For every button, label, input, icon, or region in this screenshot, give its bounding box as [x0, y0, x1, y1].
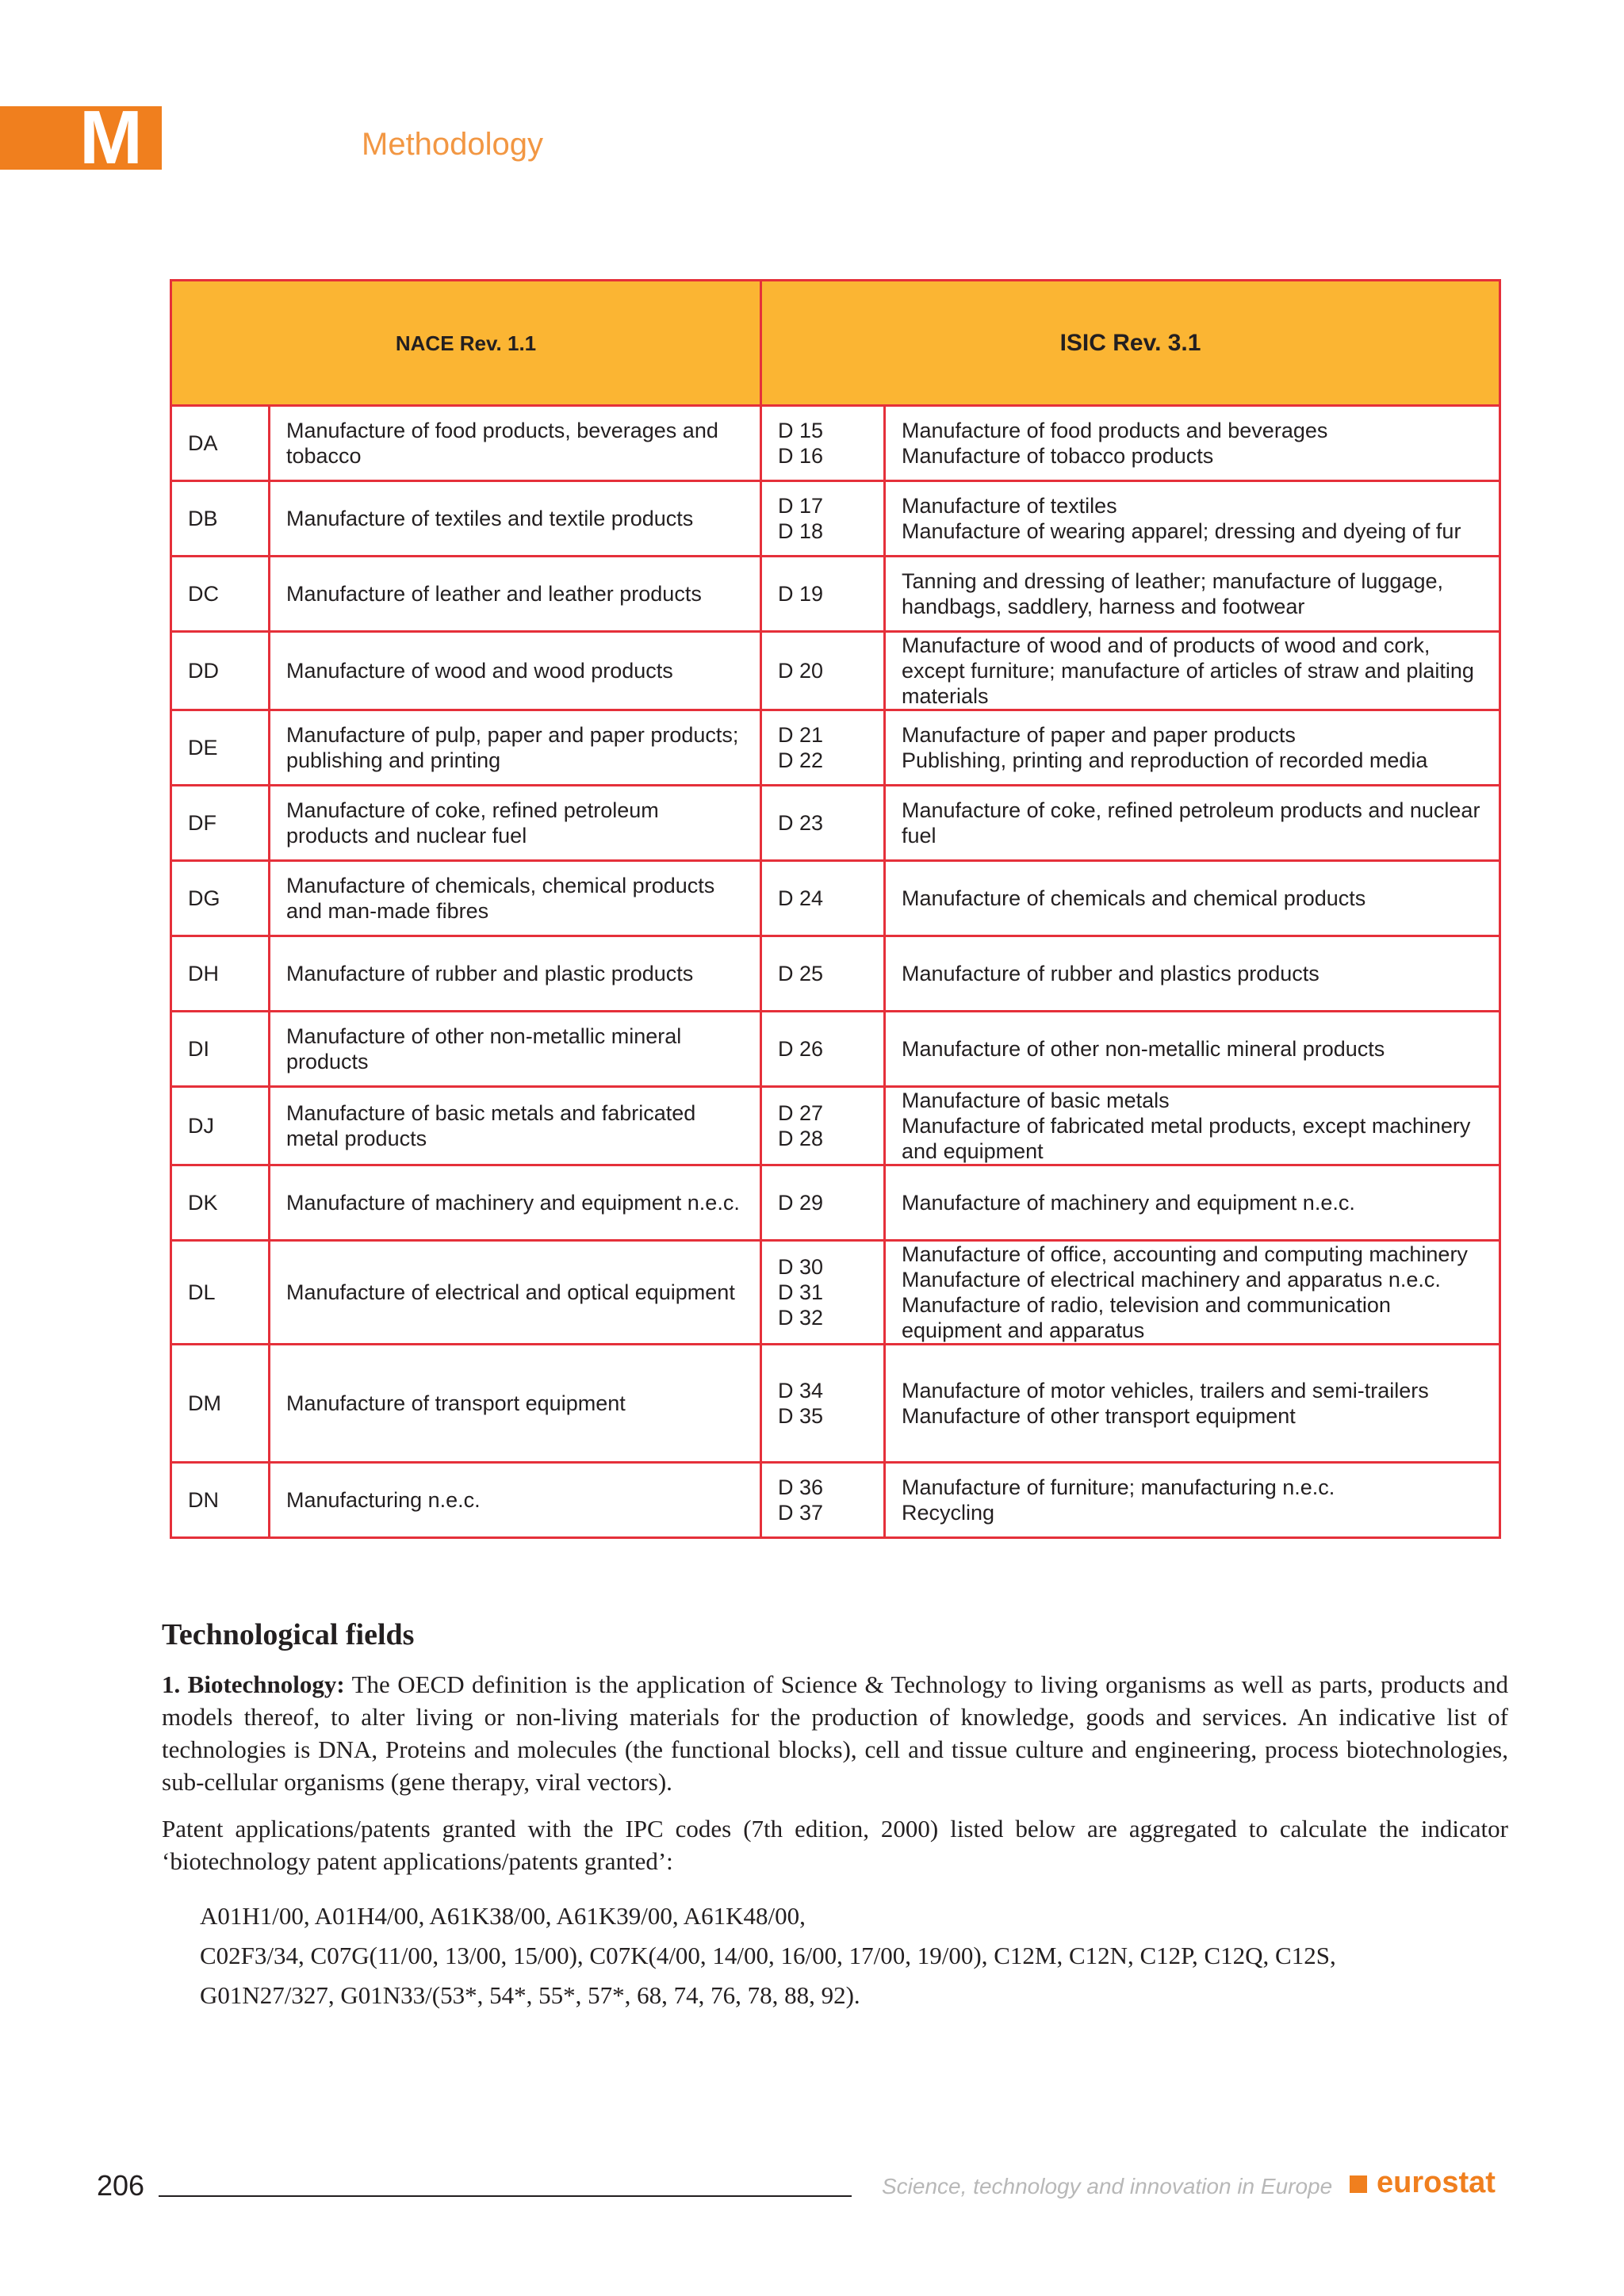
isic-description-cell: [885, 632, 1500, 710]
isic-code: D 28: [778, 1127, 824, 1150]
nace-code-cell: DF: [171, 786, 270, 861]
isic-description-cell: [885, 1463, 1500, 1538]
table-row: [171, 406, 1500, 481]
isic-description-cell: [885, 936, 1500, 1012]
isic-description-cell: [885, 557, 1500, 632]
nace-description-cell: Manufacturing n.e.c.: [270, 1463, 761, 1538]
nace-description-cell: Manufacture of electrical and optical equipment: [270, 1241, 761, 1345]
isic-description: Tanning and dressing of leather; manufacture of luggage, handbags, saddlery, harness and footwear: [902, 569, 1443, 618]
section-title: Methodology: [362, 127, 544, 162]
isic-description: Recycling: [902, 1501, 995, 1525]
nace-description-cell: Manufacture of textiles and textile products: [270, 481, 761, 557]
nace-header: NACE Rev. 1.1: [171, 281, 761, 406]
nace-description-cell: Manufacture of pulp, paper and paper products; publishing and printing: [270, 710, 761, 786]
isic-code-cell: [761, 1463, 885, 1538]
nace-code-cell: DL: [171, 1241, 270, 1345]
nace-description-cell: Manufacture of basic metals and fabricated metal products: [270, 1087, 761, 1165]
ipc-code-line: A01H1/00, A01H4/00, A61K38/00, A61K39/00, A61K48/00,: [200, 1902, 806, 1930]
nace-description-cell: Manufacture of coke, refined petroleum products and nuclear fuel: [270, 786, 761, 861]
isic-code: D 36: [778, 1475, 824, 1499]
isic-description: Manufacture of food products and beverages: [902, 419, 1328, 442]
isic-code-cell: [761, 936, 885, 1012]
isic-code: D 17: [778, 494, 824, 518]
isic-code: D 26: [778, 1037, 824, 1061]
isic-description: Manufacture of other non-metallic mineral products: [902, 1037, 1385, 1061]
isic-description: Manufacture of radio, television and communication equipment and apparatus: [902, 1293, 1391, 1342]
isic-description: Manufacture of office, accounting and computing machinery: [902, 1242, 1468, 1266]
isic-code-cell: [761, 1012, 885, 1087]
isic-code-cell: [761, 1165, 885, 1241]
isic-description-cell: [885, 786, 1500, 861]
isic-code-cell: [761, 632, 885, 710]
nace-code-cell: DD: [171, 632, 270, 710]
nace-code-cell: DN: [171, 1463, 270, 1538]
nace-code-cell: DG: [171, 861, 270, 936]
table-row: [171, 1345, 1500, 1463]
isic-description: Manufacture of paper and paper products: [902, 723, 1296, 747]
eurostat-logo: eurostat: [1377, 2166, 1496, 2199]
isic-description-cell: [885, 1241, 1500, 1345]
isic-description: Manufacture of electrical machinery and apparatus n.e.c.: [902, 1268, 1441, 1292]
isic-description: Manufacture of basic metals: [902, 1089, 1170, 1112]
biotech-text: The OECD definition is the application of Science & Technology to living organisms as well as parts, products and models thereof, to alter living or non-living materials for the production of knowledge, goods and services. An indicative list of technologies is DNA, Proteins and molecules (the functional blocks), cell and tissue culture and engineering, process biotechnologies, sub-cellular organisms (gene therapy, viral vectors).: [162, 1670, 1508, 1796]
nace-description-cell: Manufacture of food products, beverages and tobacco: [270, 406, 761, 481]
isic-code: D 29: [778, 1191, 824, 1215]
biotech-lead: 1. Biotechnology:: [162, 1670, 345, 1698]
nace-code-cell: DH: [171, 936, 270, 1012]
table-row: [171, 1012, 1500, 1087]
nace-isic-table: [170, 279, 1501, 1539]
isic-code-cell: [761, 861, 885, 936]
nace-description-cell: Manufacture of rubber and plastic products: [270, 936, 761, 1012]
isic-code: D 32: [778, 1306, 824, 1330]
isic-description: Manufacture of motor vehicles, trailers and semi-trailers: [902, 1379, 1429, 1402]
table-row: [171, 557, 1500, 632]
table-row: [171, 710, 1500, 786]
isic-description: Manufacture of chemicals and chemical products: [902, 886, 1366, 910]
ipc-code-line: G01N27/327, G01N33/(53*, 54*, 55*, 57*, 68, 74, 76, 78, 88, 92).: [200, 1981, 860, 2009]
isic-description: Manufacture of wearing apparel; dressing and dyeing of fur: [902, 519, 1461, 543]
nace-description-cell: Manufacture of transport equipment: [270, 1345, 761, 1463]
ipc-intro-paragraph: Patent applications/patents granted with the IPC codes (7th edition, 2000) listed below are aggregated to calculate the indicator ‘biotechnology patent applications/patents granted’:: [162, 1815, 1508, 1875]
table-row: [171, 1463, 1500, 1538]
isic-code-cell: [761, 406, 885, 481]
nace-code-cell: DB: [171, 481, 270, 557]
table-header-row: [171, 281, 1500, 406]
biotech-paragraph: [162, 1668, 1508, 1798]
isic-code-cell: [761, 786, 885, 861]
nace-description-cell: Manufacture of leather and leather products: [270, 557, 761, 632]
isic-description: Manufacture of coke, refined petroleum products and nuclear fuel: [902, 798, 1480, 848]
isic-header: ISIC Rev. 3.1: [761, 281, 1500, 406]
isic-description: Manufacture of rubber and plastics products: [902, 962, 1320, 985]
isic-code: D 18: [778, 519, 824, 543]
isic-code: D 23: [778, 811, 824, 835]
isic-description-cell: [885, 710, 1500, 786]
table-body: [171, 406, 1500, 1538]
ipc-code-line: C02F3/34, C07G(11/00, 13/00, 15/00), C07K(4/00, 14/00, 16/00, 17/00, 19/00), C12M, C12N, C12P, C12Q, C12S,: [200, 1942, 1336, 1969]
isic-code-cell: [761, 557, 885, 632]
page-number: 206: [97, 2169, 145, 2202]
nace-code-cell: DI: [171, 1012, 270, 1087]
table-row: [171, 481, 1500, 557]
isic-description: Manufacture of textiles: [902, 494, 1117, 518]
isic-code-cell: [761, 710, 885, 786]
nace-description-cell: Manufacture of machinery and equipment n.e.c.: [270, 1165, 761, 1241]
isic-code: D 30: [778, 1255, 824, 1279]
isic-code: D 24: [778, 886, 824, 910]
isic-description: Manufacture of tobacco products: [902, 444, 1214, 468]
isic-code: D 22: [778, 748, 824, 772]
table-row: [171, 1241, 1500, 1345]
footer-rule: [159, 2195, 852, 2197]
isic-description: Publishing, printing and reproduction of recorded media: [902, 748, 1428, 772]
nace-description-cell: Manufacture of chemicals, chemical products and man-made fibres: [270, 861, 761, 936]
isic-code-cell: [761, 481, 885, 557]
table-row: [171, 1087, 1500, 1165]
table-row: [171, 1165, 1500, 1241]
ipc-code-list: [200, 1896, 1516, 2015]
nace-code-cell: DK: [171, 1165, 270, 1241]
eurostat-square-icon: [1350, 2175, 1367, 2193]
isic-description: Manufacture of machinery and equipment n.e.c.: [902, 1191, 1355, 1215]
isic-code: D 34: [778, 1379, 824, 1402]
isic-description-cell: [885, 861, 1500, 936]
nace-code-cell: DC: [171, 557, 270, 632]
isic-description-cell: [885, 481, 1500, 557]
footer-publication-title: Science, technology and innovation in Europe: [882, 2174, 1333, 2198]
isic-code: D 27: [778, 1101, 824, 1125]
isic-code: D 15: [778, 419, 824, 442]
isic-code-cell: [761, 1087, 885, 1165]
table-row: [171, 786, 1500, 861]
nace-code-cell: DM: [171, 1345, 270, 1463]
table-row: [171, 936, 1500, 1012]
table-row: [171, 861, 1500, 936]
isic-code: D 25: [778, 962, 824, 985]
isic-code-cell: [761, 1345, 885, 1463]
chapter-badge: M: [0, 106, 162, 170]
isic-description: Manufacture of other transport equipment: [902, 1404, 1296, 1428]
isic-description-cell: [885, 1012, 1500, 1087]
isic-description: Manufacture of furniture; manufacturing n.e.c.: [902, 1475, 1335, 1499]
isic-code: D 37: [778, 1501, 824, 1525]
isic-code: D 19: [778, 582, 824, 606]
isic-description: Manufacture of wood and of products of wood and cork, except furniture; manufacture of articles of straw and plaiting materials: [902, 633, 1474, 708]
isic-description-cell: [885, 1345, 1500, 1463]
table-row: [171, 632, 1500, 710]
isic-description-cell: [885, 1087, 1500, 1165]
nace-description-cell: Manufacture of other non-metallic mineral products: [270, 1012, 761, 1087]
isic-code: D 20: [778, 659, 824, 683]
nace-code-cell: DA: [171, 406, 270, 481]
isic-description: Manufacture of fabricated metal products, except machinery and equipment: [902, 1114, 1471, 1163]
isic-code: D 21: [778, 723, 824, 747]
tech-heading: Technological fields: [162, 1618, 415, 1651]
isic-code: D 35: [778, 1404, 824, 1428]
nace-code-cell: DJ: [171, 1087, 270, 1165]
nace-code-cell: DE: [171, 710, 270, 786]
isic-description-cell: [885, 406, 1500, 481]
isic-code: D 31: [778, 1280, 824, 1304]
nace-description-cell: Manufacture of wood and wood products: [270, 632, 761, 710]
isic-description-cell: [885, 1165, 1500, 1241]
isic-code-cell: [761, 1241, 885, 1345]
isic-code: D 16: [778, 444, 824, 468]
